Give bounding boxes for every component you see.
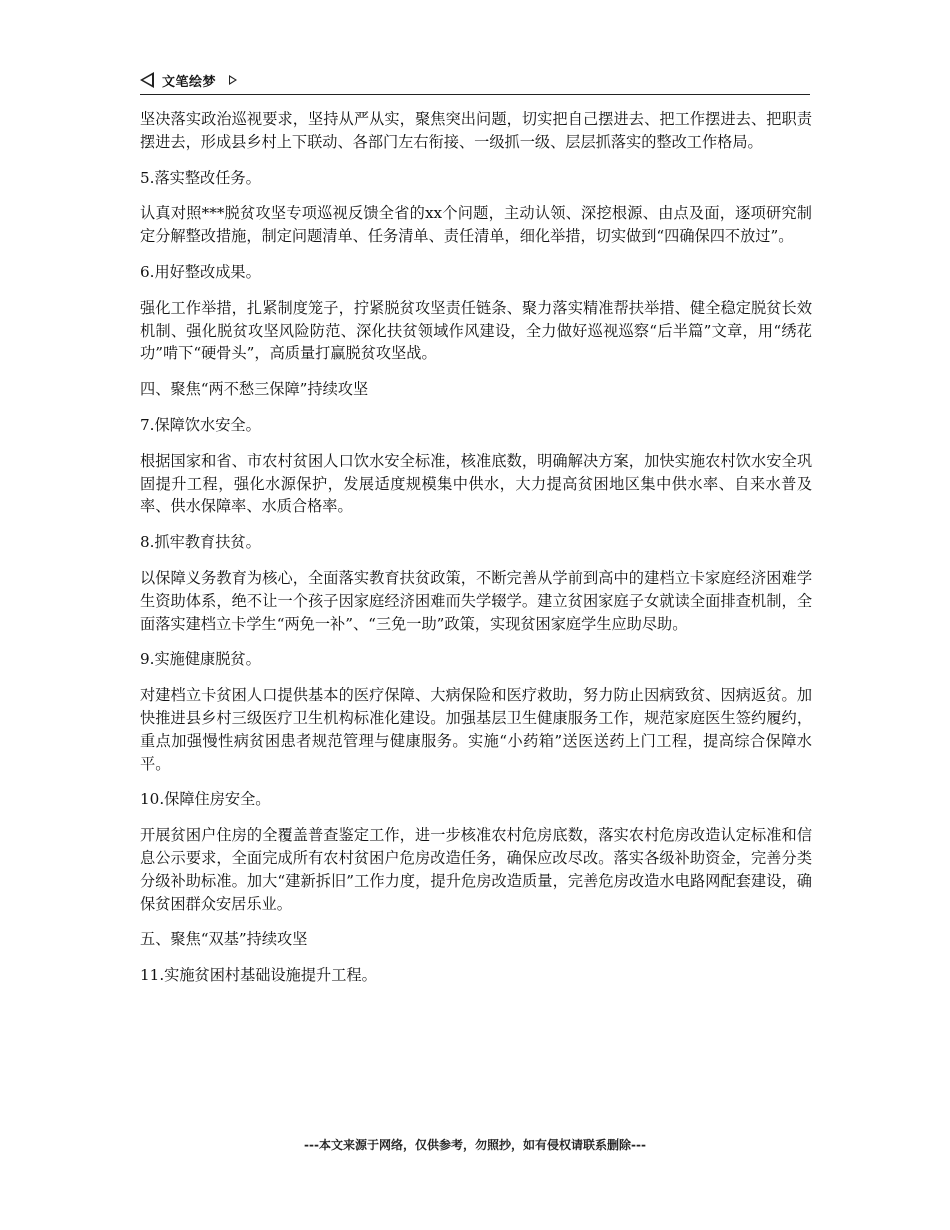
- chapter-heading: 五、聚焦“双基”持续攻坚: [140, 930, 308, 949]
- section-heading: 8.抓牢教育扶贫。: [140, 533, 261, 552]
- paragraph: 认真对照***脱贫攻坚专项巡视反馈全省的xx个问题，主动认领、深挖根源、由点及面，逐项研究制定分解整改措施，制定问题清单、任务清单、责任清单，细化举措，切实做到“四确保四不放过”。: [140, 204, 812, 246]
- paragraph: 根据国家和省、市农村贫困人口饮水安全标准，核准底数，明确解决方案，加快实施农村饮水安全巩固提升工程，强化水源保护，发展适度规模集中供水，大力提高贫困地区集中供水率、自来水普及率、供水保障率、水质合格率。: [140, 451, 812, 516]
- paragraph: 开展贫困户住房的全覆盖普查鉴定工作，进一步核准农村危房底数，落实农村危房改造认定标准和信息公示要求，全面完成所有农村贫困户危房改造任务，确保应改尽改。落实各级补助资金，完善分类分级补助标准。加大“建新拆旧”工作力度，提升危房改造质量，完善危房改造水电路网配套建设，确保贫困群众安居乐业。: [140, 826, 812, 913]
- section-heading: 6.用好整改成果。: [140, 262, 261, 281]
- section-heading: 11.实施贫困村基础设施提升工程。: [140, 966, 377, 985]
- triangle-left-icon: [140, 72, 154, 88]
- section-heading: 10.保障住房安全。: [140, 790, 271, 809]
- paragraph: 强化工作举措，扎紧制度笼子，拧紧脱贫攻坚责任链条、聚力落实精准帮扶举措、健全稳定脱贫长效机制、强化脱贫攻坚风险防范、深化扶贫领域作风建设，全力做好巡视巡察“后半篇”文章，用“绣花功”啃下“硬骨头”，高质量打赢脱贫攻坚战。: [140, 298, 812, 363]
- triangle-right-icon: [229, 75, 237, 85]
- header-brand: 文笔绘梦: [162, 75, 217, 90]
- section-heading: 5.落实整改任务。: [140, 168, 261, 187]
- chapter-heading: 四、聚焦“两不愁三保障”持续攻坚: [140, 380, 369, 399]
- document-body: [140, 108, 812, 1000]
- section-heading: 7.保障饮水安全。: [140, 415, 261, 434]
- section-heading: 9.实施健康脱贫。: [140, 650, 261, 669]
- paragraph: 坚决落实政治巡视要求，坚持从严从实，聚焦突出问题，切实把自己摆进去、把工作摆进去、把职责摆进去，形成县乡村上下联动、各部门左右衔接、一级抓一级、层层抓落实的整改工作格局。: [140, 110, 812, 151]
- paragraph: 以保障义务教育为核心，全面落实教育扶贫政策，不断完善从学前到高中的建档立卡家庭经济困难学生资助体系，绝不让一个孩子因家庭经济困难而失学辍学。建立贫困家庭子女就读全面排查机制，全面落实建档立卡学生“两免一补”、“三免一助”政策，实现贫困家庭学生应助尽助。: [140, 568, 812, 633]
- footer-notice: ---本文来源于网络，仅供参考，勿照抄，如有侵权请联系删除---: [304, 1138, 646, 1152]
- paragraph: 对建档立卡贫困人口提供基本的医疗保障、大病保险和医疗救助，努力防止因病致贫、因病返贫。加快推进县乡村三级医疗卫生机构标准化建设。加强基层卫生健康服务工作，规范家庭医生签约履约，重点加强慢性病贫困患者规范管理与健康服务。实施“小药箱”送医送药上门工程，提高综合保障水平。: [140, 686, 812, 773]
- page-header: [140, 68, 810, 95]
